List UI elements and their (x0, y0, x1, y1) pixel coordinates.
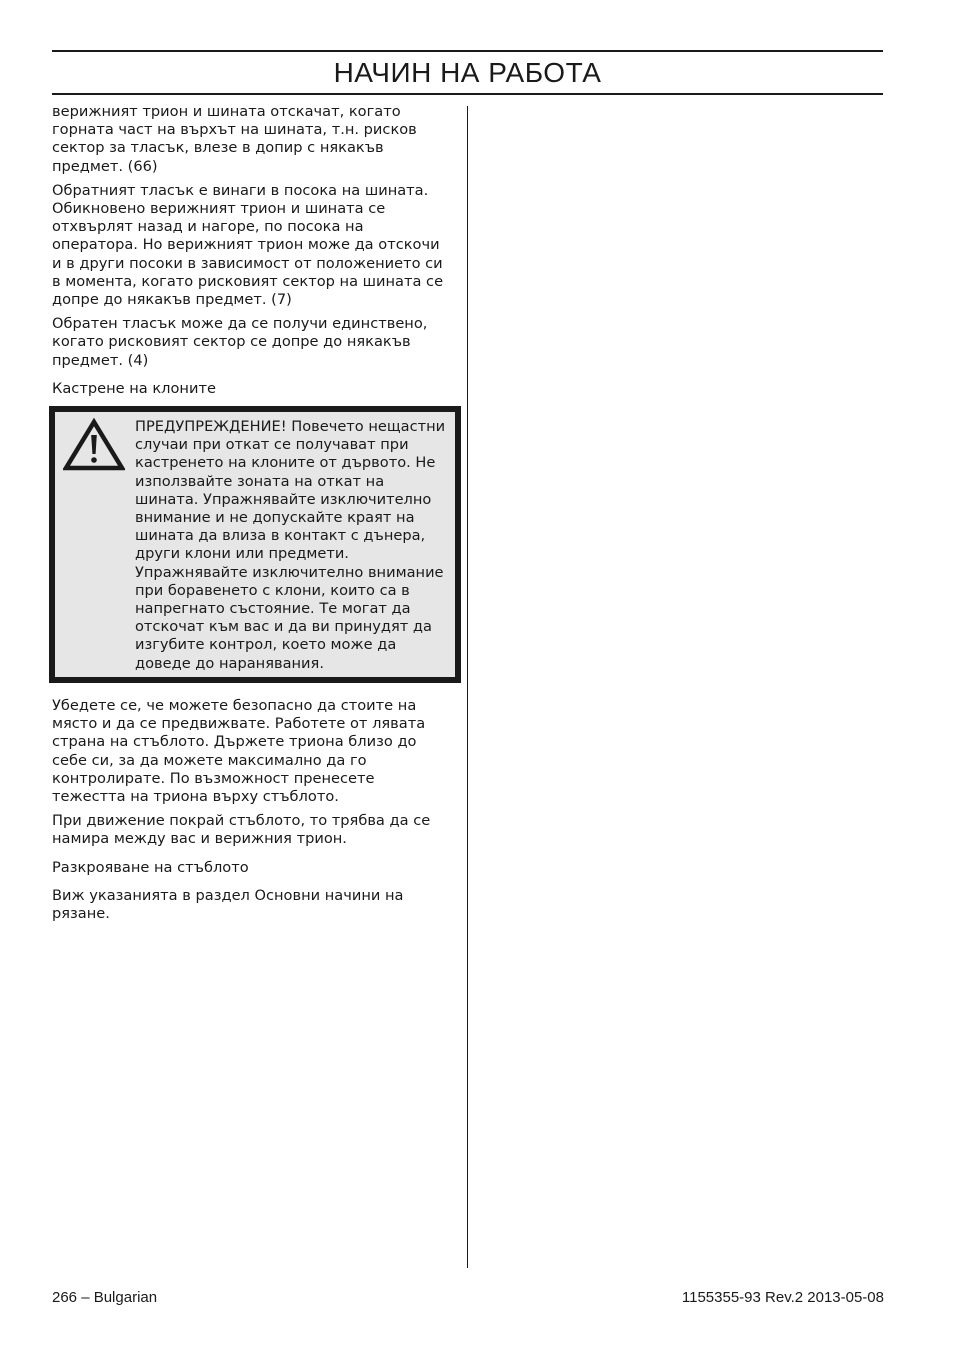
heading-bucking: Разкрояване на стъблото (52, 858, 249, 876)
header-rule-top (52, 50, 883, 52)
paragraph-kickback-intro: верижният трион и шината отскачат, когато горната част на върхът на шината, т.н. рисков сектор за тласък, влезе в допир с някакъв предмет. (66) (52, 103, 417, 175)
paragraph-kickback-direction: Обратният тласък е винаги в посока на шината. Обикновено верижният трион и шината се отхвърлят назад и нагоре, по посока на оператора. Но верижният трион може да отскочи и в други посоки в зависимост от положението си в момента, когато рисковият сектор на шината се допре до някакъв предмет. (7) (52, 181, 444, 309)
page-title: НАЧИН НА РАБОТА (333, 57, 602, 88)
paragraph-stance: Убедете се, че можете безопасно да стоите на място и да се предвижвате. Работете от лявата страна на стъблото. Държете триона близо до себе си, за да можете максимално да го контролирате. По възможност пренесете тежестта на триона върху стъблото. (52, 696, 426, 805)
warning-text: ПРЕДУПРЕЖДЕНИЕ! Повечето нещастни случаи при откат се получават при кастренето на клоните от дървото. Не използвайте зоната на откат на шината. Упражнявайте изключително внимание и не допускайте краят на шината да влиза в контакт с дънера, други клони или предмети. Упражнявайте изключително внимание при боравенето с клони, които са в напрегнато състояние. Те могат да отскочат към вас и да ви принудят да изгубите контрол, което може да доведе до наранявания. (135, 418, 446, 672)
footer-page-number: 266 – Bulgarian (52, 1289, 158, 1306)
footer-document-id: 1155355-93 Rev.2 2013-05-08 (681, 1289, 884, 1306)
warning-box (49, 406, 461, 683)
header-rule-bottom (52, 93, 883, 95)
left-column (52, 103, 452, 929)
paragraph-movement: При движение покрай стъблото, то трябва да се намира между вас и верижния трион. (52, 812, 431, 848)
paragraph-kickback-condition: Обратен тласък може да се получи единствено, когато рисковият сектор се допре до някакъв предмет. (4) (52, 315, 428, 369)
warning-triangle-icon (63, 418, 135, 673)
paragraph-see-section: Виж указанията в раздел Основни начини на рязане. (52, 886, 404, 922)
heading-pruning: Кастрене на клоните (52, 379, 216, 397)
column-divider (467, 106, 468, 1268)
